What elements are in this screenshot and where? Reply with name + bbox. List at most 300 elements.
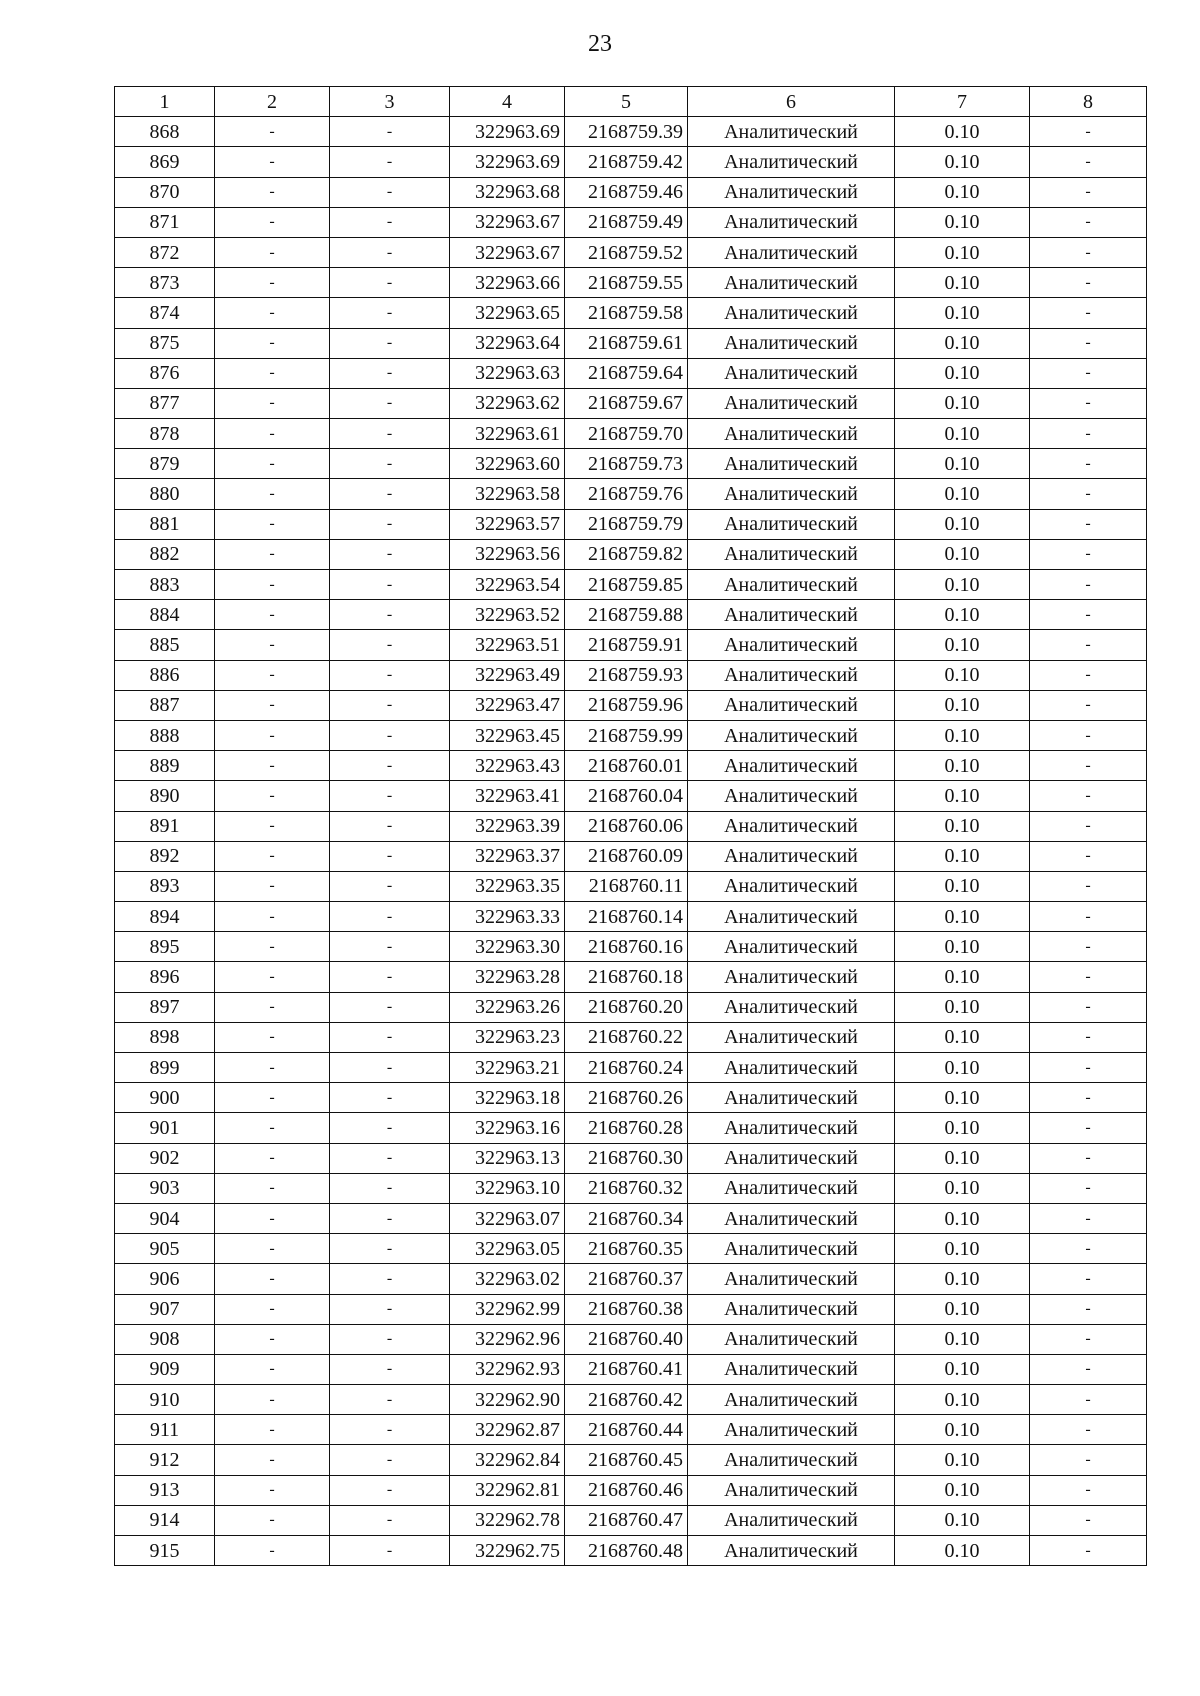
cell-x-coordinate: 322963.52 xyxy=(450,600,565,630)
cell-accuracy: 0.10 xyxy=(895,1083,1030,1113)
cell-col-8: - xyxy=(1030,1385,1147,1415)
cell-col-8: - xyxy=(1030,328,1147,358)
cell-col-3: - xyxy=(330,1445,450,1475)
cell-col-3: - xyxy=(330,781,450,811)
cell-x-coordinate: 322963.64 xyxy=(450,328,565,358)
cell-col-3: - xyxy=(330,1475,450,1505)
cell-method: Аналитический xyxy=(688,1113,895,1143)
cell-col-2: - xyxy=(215,690,330,720)
cell-col-8: - xyxy=(1030,932,1147,962)
cell-method: Аналитический xyxy=(688,630,895,660)
cell-point-number: 869 xyxy=(115,147,215,177)
cell-accuracy: 0.10 xyxy=(895,751,1030,781)
cell-col-3: - xyxy=(330,600,450,630)
cell-method: Аналитический xyxy=(688,1505,895,1535)
cell-col-3: - xyxy=(330,1173,450,1203)
cell-col-2: - xyxy=(215,539,330,569)
cell-method: Аналитический xyxy=(688,509,895,539)
cell-col-3: - xyxy=(330,570,450,600)
cell-col-8: - xyxy=(1030,1113,1147,1143)
cell-point-number: 909 xyxy=(115,1354,215,1384)
cell-method: Аналитический xyxy=(688,237,895,267)
cell-x-coordinate: 322962.87 xyxy=(450,1415,565,1445)
table-row xyxy=(115,1053,1147,1083)
cell-accuracy: 0.10 xyxy=(895,1505,1030,1535)
cell-col-2: - xyxy=(215,600,330,630)
cell-x-coordinate: 322963.16 xyxy=(450,1113,565,1143)
column-header-2: 2 xyxy=(215,87,330,117)
cell-method: Аналитический xyxy=(688,1445,895,1475)
cell-col-2: - xyxy=(215,751,330,781)
cell-x-coordinate: 322963.13 xyxy=(450,1143,565,1173)
cell-method: Аналитический xyxy=(688,781,895,811)
cell-x-coordinate: 322963.02 xyxy=(450,1264,565,1294)
cell-col-3: - xyxy=(330,992,450,1022)
cell-point-number: 871 xyxy=(115,207,215,237)
cell-method: Аналитический xyxy=(688,841,895,871)
cell-x-coordinate: 322963.67 xyxy=(450,237,565,267)
table-row xyxy=(115,871,1147,901)
table-row xyxy=(115,811,1147,841)
table-row xyxy=(115,358,1147,388)
cell-col-2: - xyxy=(215,237,330,267)
cell-accuracy: 0.10 xyxy=(895,509,1030,539)
cell-accuracy: 0.10 xyxy=(895,1415,1030,1445)
table-row xyxy=(115,1083,1147,1113)
cell-col-3: - xyxy=(330,419,450,449)
cell-y-coordinate: 2168759.76 xyxy=(565,479,688,509)
cell-col-2: - xyxy=(215,1385,330,1415)
cell-accuracy: 0.10 xyxy=(895,570,1030,600)
cell-col-2: - xyxy=(215,388,330,418)
cell-point-number: 876 xyxy=(115,358,215,388)
cell-accuracy: 0.10 xyxy=(895,1143,1030,1173)
cell-point-number: 888 xyxy=(115,720,215,750)
table-row xyxy=(115,328,1147,358)
cell-y-coordinate: 2168759.42 xyxy=(565,147,688,177)
coordinates-table xyxy=(114,86,1147,1566)
table-row xyxy=(115,932,1147,962)
cell-point-number: 893 xyxy=(115,871,215,901)
cell-x-coordinate: 322963.63 xyxy=(450,358,565,388)
column-header-7: 7 xyxy=(895,87,1030,117)
cell-accuracy: 0.10 xyxy=(895,298,1030,328)
cell-x-coordinate: 322963.60 xyxy=(450,449,565,479)
cell-y-coordinate: 2168760.46 xyxy=(565,1475,688,1505)
cell-method: Аналитический xyxy=(688,1143,895,1173)
table-row xyxy=(115,690,1147,720)
cell-accuracy: 0.10 xyxy=(895,1475,1030,1505)
cell-col-2: - xyxy=(215,509,330,539)
cell-col-8: - xyxy=(1030,690,1147,720)
cell-col-2: - xyxy=(215,1475,330,1505)
cell-col-3: - xyxy=(330,1203,450,1233)
cell-accuracy: 0.10 xyxy=(895,932,1030,962)
cell-x-coordinate: 322963.61 xyxy=(450,419,565,449)
table-row xyxy=(115,630,1147,660)
cell-x-coordinate: 322963.51 xyxy=(450,630,565,660)
cell-col-2: - xyxy=(215,1234,330,1264)
cell-method: Аналитический xyxy=(688,268,895,298)
table-row xyxy=(115,449,1147,479)
cell-accuracy: 0.10 xyxy=(895,660,1030,690)
cell-x-coordinate: 322962.99 xyxy=(450,1294,565,1324)
cell-accuracy: 0.10 xyxy=(895,1354,1030,1384)
cell-x-coordinate: 322963.07 xyxy=(450,1203,565,1233)
cell-accuracy: 0.10 xyxy=(895,328,1030,358)
table-row xyxy=(115,1143,1147,1173)
table-row xyxy=(115,992,1147,1022)
cell-col-3: - xyxy=(330,932,450,962)
cell-x-coordinate: 322963.57 xyxy=(450,509,565,539)
cell-col-8: - xyxy=(1030,1475,1147,1505)
table-row xyxy=(115,841,1147,871)
cell-col-3: - xyxy=(330,1053,450,1083)
cell-accuracy: 0.10 xyxy=(895,902,1030,932)
cell-accuracy: 0.10 xyxy=(895,1203,1030,1233)
table-row xyxy=(115,600,1147,630)
cell-method: Аналитический xyxy=(688,1475,895,1505)
cell-y-coordinate: 2168760.30 xyxy=(565,1143,688,1173)
table-row xyxy=(115,570,1147,600)
cell-point-number: 885 xyxy=(115,630,215,660)
cell-col-3: - xyxy=(330,237,450,267)
cell-point-number: 906 xyxy=(115,1264,215,1294)
cell-col-8: - xyxy=(1030,962,1147,992)
cell-method: Аналитический xyxy=(688,328,895,358)
cell-point-number: 913 xyxy=(115,1475,215,1505)
cell-accuracy: 0.10 xyxy=(895,479,1030,509)
cell-method: Аналитический xyxy=(688,1022,895,1052)
cell-col-2: - xyxy=(215,1083,330,1113)
table-row xyxy=(115,298,1147,328)
cell-accuracy: 0.10 xyxy=(895,449,1030,479)
cell-col-8: - xyxy=(1030,419,1147,449)
cell-accuracy: 0.10 xyxy=(895,1324,1030,1354)
cell-y-coordinate: 2168760.35 xyxy=(565,1234,688,1264)
page-number: 23 xyxy=(588,31,612,57)
cell-col-2: - xyxy=(215,630,330,660)
cell-accuracy: 0.10 xyxy=(895,1294,1030,1324)
cell-point-number: 903 xyxy=(115,1173,215,1203)
cell-x-coordinate: 322963.68 xyxy=(450,177,565,207)
cell-accuracy: 0.10 xyxy=(895,600,1030,630)
cell-col-8: - xyxy=(1030,147,1147,177)
cell-point-number: 891 xyxy=(115,811,215,841)
cell-col-2: - xyxy=(215,1354,330,1384)
cell-method: Аналитический xyxy=(688,811,895,841)
cell-y-coordinate: 2168759.73 xyxy=(565,449,688,479)
cell-col-2: - xyxy=(215,1294,330,1324)
cell-point-number: 889 xyxy=(115,751,215,781)
cell-x-coordinate: 322963.49 xyxy=(450,660,565,690)
cell-col-8: - xyxy=(1030,449,1147,479)
cell-y-coordinate: 2168759.49 xyxy=(565,207,688,237)
cell-col-3: - xyxy=(330,479,450,509)
cell-x-coordinate: 322963.30 xyxy=(450,932,565,962)
cell-point-number: 908 xyxy=(115,1324,215,1354)
cell-col-3: - xyxy=(330,147,450,177)
cell-method: Аналитический xyxy=(688,1083,895,1113)
cell-y-coordinate: 2168759.79 xyxy=(565,509,688,539)
cell-accuracy: 0.10 xyxy=(895,1234,1030,1264)
cell-point-number: 890 xyxy=(115,781,215,811)
table-row xyxy=(115,1536,1147,1566)
cell-col-2: - xyxy=(215,932,330,962)
cell-x-coordinate: 322963.35 xyxy=(450,871,565,901)
cell-x-coordinate: 322963.21 xyxy=(450,1053,565,1083)
cell-x-coordinate: 322962.81 xyxy=(450,1475,565,1505)
cell-col-3: - xyxy=(330,1264,450,1294)
table-row xyxy=(115,660,1147,690)
cell-col-3: - xyxy=(330,388,450,418)
cell-col-2: - xyxy=(215,1053,330,1083)
cell-col-8: - xyxy=(1030,237,1147,267)
cell-x-coordinate: 322963.41 xyxy=(450,781,565,811)
cell-method: Аналитический xyxy=(688,358,895,388)
cell-x-coordinate: 322962.96 xyxy=(450,1324,565,1354)
cell-col-3: - xyxy=(330,358,450,388)
cell-x-coordinate: 322963.26 xyxy=(450,992,565,1022)
cell-accuracy: 0.10 xyxy=(895,811,1030,841)
table-row xyxy=(115,1385,1147,1415)
cell-col-2: - xyxy=(215,1203,330,1233)
cell-y-coordinate: 2168760.34 xyxy=(565,1203,688,1233)
cell-col-3: - xyxy=(330,871,450,901)
cell-point-number: 912 xyxy=(115,1445,215,1475)
cell-y-coordinate: 2168760.04 xyxy=(565,781,688,811)
cell-method: Аналитический xyxy=(688,992,895,1022)
table-row xyxy=(115,539,1147,569)
cell-point-number: 901 xyxy=(115,1113,215,1143)
cell-point-number: 879 xyxy=(115,449,215,479)
cell-y-coordinate: 2168759.85 xyxy=(565,570,688,600)
cell-y-coordinate: 2168760.01 xyxy=(565,751,688,781)
cell-accuracy: 0.10 xyxy=(895,177,1030,207)
cell-col-8: - xyxy=(1030,207,1147,237)
cell-col-2: - xyxy=(215,962,330,992)
cell-accuracy: 0.10 xyxy=(895,720,1030,750)
cell-point-number: 881 xyxy=(115,509,215,539)
table-row xyxy=(115,962,1147,992)
cell-col-3: - xyxy=(330,690,450,720)
cell-col-2: - xyxy=(215,992,330,1022)
cell-col-3: - xyxy=(330,841,450,871)
cell-col-3: - xyxy=(330,117,450,147)
cell-method: Аналитический xyxy=(688,962,895,992)
cell-col-3: - xyxy=(330,298,450,328)
cell-col-3: - xyxy=(330,630,450,660)
cell-method: Аналитический xyxy=(688,570,895,600)
column-header-4: 4 xyxy=(450,87,565,117)
cell-point-number: 884 xyxy=(115,600,215,630)
cell-y-coordinate: 2168760.38 xyxy=(565,1294,688,1324)
cell-accuracy: 0.10 xyxy=(895,358,1030,388)
cell-accuracy: 0.10 xyxy=(895,962,1030,992)
cell-col-2: - xyxy=(215,660,330,690)
cell-col-3: - xyxy=(330,660,450,690)
cell-y-coordinate: 2168759.58 xyxy=(565,298,688,328)
cell-method: Аналитический xyxy=(688,419,895,449)
cell-point-number: 894 xyxy=(115,902,215,932)
cell-x-coordinate: 322963.05 xyxy=(450,1234,565,1264)
cell-col-3: - xyxy=(330,328,450,358)
cell-method: Аналитический xyxy=(688,600,895,630)
cell-accuracy: 0.10 xyxy=(895,1385,1030,1415)
cell-method: Аналитический xyxy=(688,1234,895,1264)
cell-y-coordinate: 2168759.82 xyxy=(565,539,688,569)
table-row xyxy=(115,479,1147,509)
cell-col-2: - xyxy=(215,902,330,932)
cell-col-8: - xyxy=(1030,871,1147,901)
cell-accuracy: 0.10 xyxy=(895,1053,1030,1083)
cell-x-coordinate: 322962.90 xyxy=(450,1385,565,1415)
cell-col-3: - xyxy=(330,1324,450,1354)
table-row xyxy=(115,1294,1147,1324)
cell-col-2: - xyxy=(215,570,330,600)
cell-accuracy: 0.10 xyxy=(895,630,1030,660)
cell-accuracy: 0.10 xyxy=(895,1264,1030,1294)
cell-method: Аналитический xyxy=(688,1415,895,1445)
cell-col-2: - xyxy=(215,720,330,750)
cell-col-8: - xyxy=(1030,1022,1147,1052)
cell-accuracy: 0.10 xyxy=(895,388,1030,418)
cell-col-3: - xyxy=(330,751,450,781)
table-row xyxy=(115,1264,1147,1294)
cell-y-coordinate: 2168759.91 xyxy=(565,630,688,660)
cell-col-2: - xyxy=(215,1022,330,1052)
table-row xyxy=(115,1113,1147,1143)
cell-method: Аналитический xyxy=(688,298,895,328)
header-row xyxy=(115,87,1147,117)
cell-x-coordinate: 322963.10 xyxy=(450,1173,565,1203)
cell-accuracy: 0.10 xyxy=(895,268,1030,298)
table-row xyxy=(115,1354,1147,1384)
cell-col-8: - xyxy=(1030,117,1147,147)
cell-col-8: - xyxy=(1030,509,1147,539)
cell-col-3: - xyxy=(330,1294,450,1324)
cell-col-8: - xyxy=(1030,841,1147,871)
cell-point-number: 897 xyxy=(115,992,215,1022)
table-row xyxy=(115,1324,1147,1354)
cell-col-8: - xyxy=(1030,992,1147,1022)
cell-col-8: - xyxy=(1030,751,1147,781)
table-header xyxy=(115,87,1147,117)
table-row xyxy=(115,1505,1147,1535)
cell-y-coordinate: 2168759.52 xyxy=(565,237,688,267)
table-row xyxy=(115,509,1147,539)
cell-x-coordinate: 322963.66 xyxy=(450,268,565,298)
cell-method: Аналитический xyxy=(688,660,895,690)
cell-method: Аналитический xyxy=(688,1203,895,1233)
cell-y-coordinate: 2168759.88 xyxy=(565,600,688,630)
cell-col-2: - xyxy=(215,147,330,177)
table-row xyxy=(115,1234,1147,1264)
table-row xyxy=(115,1415,1147,1445)
cell-y-coordinate: 2168759.46 xyxy=(565,177,688,207)
cell-x-coordinate: 322963.65 xyxy=(450,298,565,328)
cell-x-coordinate: 322963.45 xyxy=(450,720,565,750)
cell-point-number: 878 xyxy=(115,419,215,449)
cell-point-number: 868 xyxy=(115,117,215,147)
cell-method: Аналитический xyxy=(688,871,895,901)
cell-col-2: - xyxy=(215,479,330,509)
cell-method: Аналитический xyxy=(688,207,895,237)
cell-y-coordinate: 2168760.48 xyxy=(565,1536,688,1566)
table-body xyxy=(115,117,1147,1566)
cell-method: Аналитический xyxy=(688,479,895,509)
table-row xyxy=(115,751,1147,781)
cell-x-coordinate: 322963.56 xyxy=(450,539,565,569)
cell-method: Аналитический xyxy=(688,1536,895,1566)
cell-point-number: 873 xyxy=(115,268,215,298)
cell-col-3: - xyxy=(330,268,450,298)
cell-col-8: - xyxy=(1030,479,1147,509)
cell-col-8: - xyxy=(1030,298,1147,328)
cell-point-number: 880 xyxy=(115,479,215,509)
cell-col-2: - xyxy=(215,117,330,147)
cell-col-3: - xyxy=(330,1415,450,1445)
cell-accuracy: 0.10 xyxy=(895,117,1030,147)
table-row xyxy=(115,117,1147,147)
cell-col-2: - xyxy=(215,358,330,388)
cell-col-2: - xyxy=(215,177,330,207)
cell-col-2: - xyxy=(215,1445,330,1475)
cell-col-2: - xyxy=(215,298,330,328)
cell-method: Аналитический xyxy=(688,388,895,418)
cell-point-number: 900 xyxy=(115,1083,215,1113)
cell-col-3: - xyxy=(330,1505,450,1535)
cell-y-coordinate: 2168759.70 xyxy=(565,419,688,449)
cell-method: Аналитический xyxy=(688,1264,895,1294)
cell-point-number: 907 xyxy=(115,1294,215,1324)
cell-method: Аналитический xyxy=(688,1324,895,1354)
cell-col-2: - xyxy=(215,781,330,811)
cell-y-coordinate: 2168760.24 xyxy=(565,1053,688,1083)
cell-col-3: - xyxy=(330,811,450,841)
cell-col-3: - xyxy=(330,1385,450,1415)
cell-y-coordinate: 2168760.40 xyxy=(565,1324,688,1354)
cell-col-2: - xyxy=(215,1173,330,1203)
cell-col-8: - xyxy=(1030,1143,1147,1173)
cell-col-8: - xyxy=(1030,1536,1147,1566)
cell-method: Аналитический xyxy=(688,1385,895,1415)
cell-col-3: - xyxy=(330,449,450,479)
cell-x-coordinate: 322963.62 xyxy=(450,388,565,418)
cell-y-coordinate: 2168760.47 xyxy=(565,1505,688,1535)
cell-method: Аналитический xyxy=(688,117,895,147)
cell-y-coordinate: 2168760.37 xyxy=(565,1264,688,1294)
cell-x-coordinate: 322963.54 xyxy=(450,570,565,600)
cell-point-number: 870 xyxy=(115,177,215,207)
cell-col-8: - xyxy=(1030,660,1147,690)
cell-y-coordinate: 2168759.93 xyxy=(565,660,688,690)
cell-col-2: - xyxy=(215,449,330,479)
cell-x-coordinate: 322963.28 xyxy=(450,962,565,992)
cell-col-2: - xyxy=(215,811,330,841)
cell-method: Аналитический xyxy=(688,720,895,750)
cell-col-8: - xyxy=(1030,720,1147,750)
cell-y-coordinate: 2168760.45 xyxy=(565,1445,688,1475)
cell-accuracy: 0.10 xyxy=(895,237,1030,267)
cell-method: Аналитический xyxy=(688,177,895,207)
cell-col-8: - xyxy=(1030,177,1147,207)
cell-accuracy: 0.10 xyxy=(895,1173,1030,1203)
cell-col-2: - xyxy=(215,841,330,871)
table-row xyxy=(115,207,1147,237)
cell-accuracy: 0.10 xyxy=(895,539,1030,569)
column-header-6: 6 xyxy=(688,87,895,117)
